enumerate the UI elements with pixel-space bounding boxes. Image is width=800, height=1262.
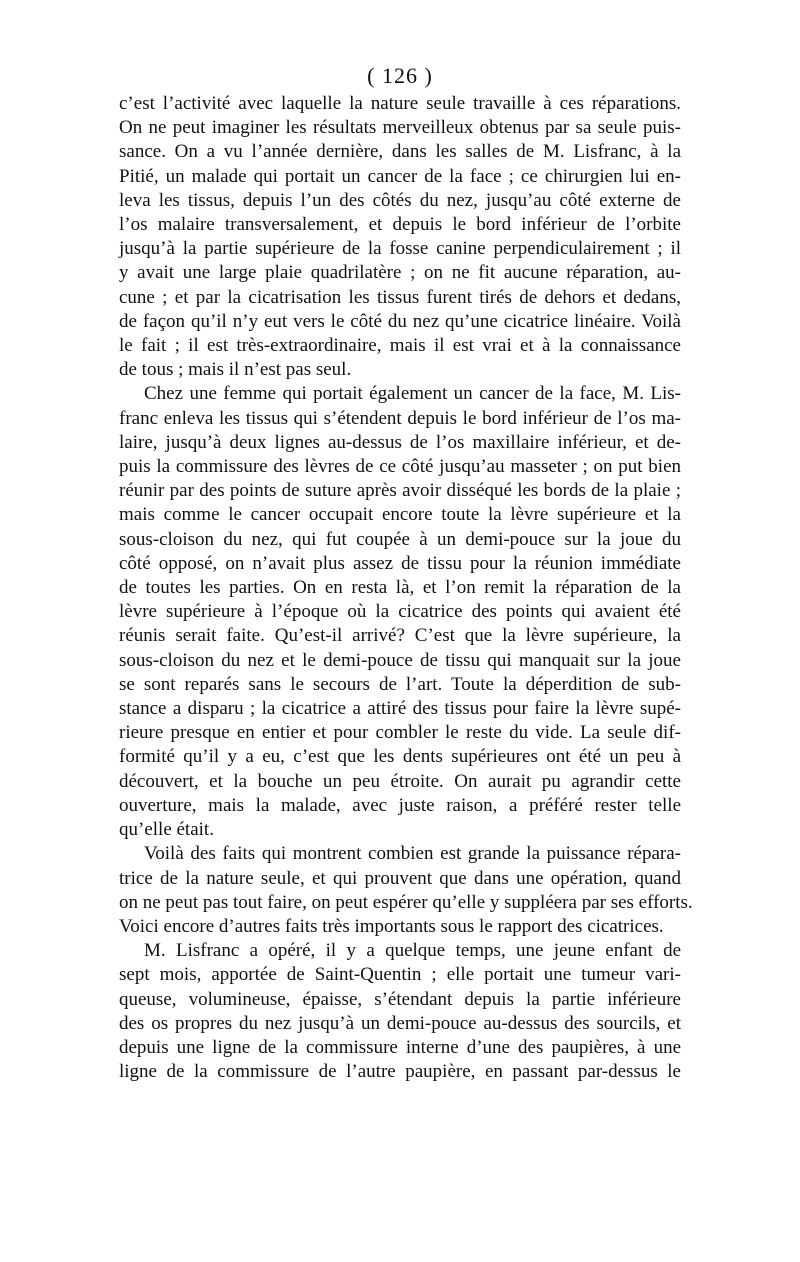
text-line: formité qu’il y a eu, c’est que les dents supérieures ont été un peu à — [119, 746, 681, 768]
text-line: ouverture, mais la malade, avec juste raison, a préféré rester telle — [119, 794, 681, 816]
text-line: sept mois, apportée de Saint-Quentin ; elle portait une tumeur vari- — [119, 964, 681, 986]
text-line: réunis serait faite. Qu’est-il arrivé? C’est que la lèvre supérieure, la — [119, 625, 681, 647]
text-line: jusqu’à la partie supérieure de la fosse canine perpendiculairement ; il — [119, 238, 681, 260]
paragraph-3 — [119, 842, 693, 939]
text-line: laire, jusqu’à deux lignes au-dessus de l’os maxillaire inférieur, et de- — [119, 431, 681, 453]
text-line: franc enleva les tissus qui s’étendent depuis le bord inférieur de l’os ma- — [119, 407, 681, 429]
text-line: des os propres du nez jusqu’à un demi-pouce au-dessus des sourcils, et — [119, 1012, 681, 1034]
paragraph-4 — [119, 939, 681, 1084]
text-line: sous-cloison du nez et le demi-pouce de tissu qui manquait sur la joue — [119, 649, 681, 671]
text-line: côté opposé, on n’avait plus assez de tissu pour la réunion immédiate — [119, 552, 681, 574]
text-line: sance. On a vu l’année dernière, dans les salles de M. Lisfranc, à la — [119, 141, 681, 163]
text-line: M. Lisfranc a opéré, il y a quelque temps, une jeune enfant de — [144, 940, 681, 962]
text-line: Voici encore d’autres faits très importants sous le rapport des cicatrices. — [119, 915, 664, 937]
text-line: cune ; et par la cicatrisation les tissus furent tirés de dehors et dedans, — [119, 286, 681, 308]
text-line: on ne peut pas tout faire, on peut espérer qu’elle y suppléera par ses efforts. — [119, 891, 693, 913]
text-line: de tous ; mais il n’est pas seul. — [119, 359, 352, 381]
text-line: de façon qu’il n’y eut vers le côté du nez qu’une cicatrice linéaire. Voilà — [119, 310, 681, 332]
paragraph-2 — [119, 382, 681, 842]
text-line: y avait une large plaie quadrilatère ; on ne fit aucune réparation, au- — [119, 262, 681, 284]
text-line: rieure presque en entier et pour combler le reste du vide. La seule dif- — [119, 722, 681, 744]
text-line: ligne de la commissure de l’autre paupière, en passant par-dessus le — [119, 1061, 681, 1083]
text-line: le fait ; il est très-extraordinaire, mais il est vrai et à la connaissance — [119, 335, 681, 357]
text-line: Pitié, un malade qui portait un cancer de la face ; ce chirurgien lui en- — [119, 165, 681, 187]
text-line: Voilà des faits qui montrent combien est grande la puissance répara- — [144, 843, 681, 865]
text-line: puis la commissure des lèvres de ce côté jusqu’au masseter ; on put bien — [119, 456, 681, 478]
text-line: sous-cloison du nez, qui fut coupée à un demi-pouce sur la joue du — [119, 528, 681, 550]
text-line: lèvre supérieure à l’époque où la cicatrice des points qui avaient été — [119, 601, 681, 623]
text-line: de toutes les parties. On en resta là, et l’on remit la réparation de la — [119, 577, 681, 599]
text-line: qu’elle était. — [119, 819, 214, 841]
text-line: trice de la nature seule, et qui prouvent que dans une opération, quand — [119, 867, 681, 889]
page-number: ( 126 ) — [367, 63, 433, 88]
text-line: Chez une femme qui portait également un cancer de la face, M. Lis- — [144, 383, 681, 405]
text-line: mais comme le cancer occupait encore toute la lèvre supérieure et la — [119, 504, 681, 526]
text-line: l’os malaire transversalement, et depuis le bord inférieur de l’orbite — [119, 214, 681, 236]
text-line: se sont reparés sans le secours de l’art. Toute la déperdition de sub- — [119, 673, 681, 695]
text-line: réunir par des points de suture après avoir disséqué les bords de la plaie ; — [119, 480, 681, 502]
text-line: On ne peut imaginer les résultats merveilleux obtenus par sa seule puis- — [119, 117, 681, 139]
text-line: stance a disparu ; la cicatrice a attiré des tissus pour faire la lèvre supé- — [119, 698, 681, 720]
text-line: découvert, et la bouche un peu étroite. On aurait pu agrandir cette — [119, 770, 681, 792]
text-line: depuis une ligne de la commissure interne d’une des paupières, à une — [119, 1036, 681, 1058]
body-text — [119, 92, 693, 1084]
text-line: leva les tissus, depuis l’un des côtés du nez, jusqu’au côté externe de — [119, 189, 681, 211]
text-line: queuse, volumineuse, épaisse, s’étendant depuis la partie inférieure — [119, 988, 681, 1010]
paragraph-1 — [119, 92, 681, 382]
text-line: c’est l’activité avec laquelle la nature seule travaille à ces réparations. — [119, 93, 681, 114]
